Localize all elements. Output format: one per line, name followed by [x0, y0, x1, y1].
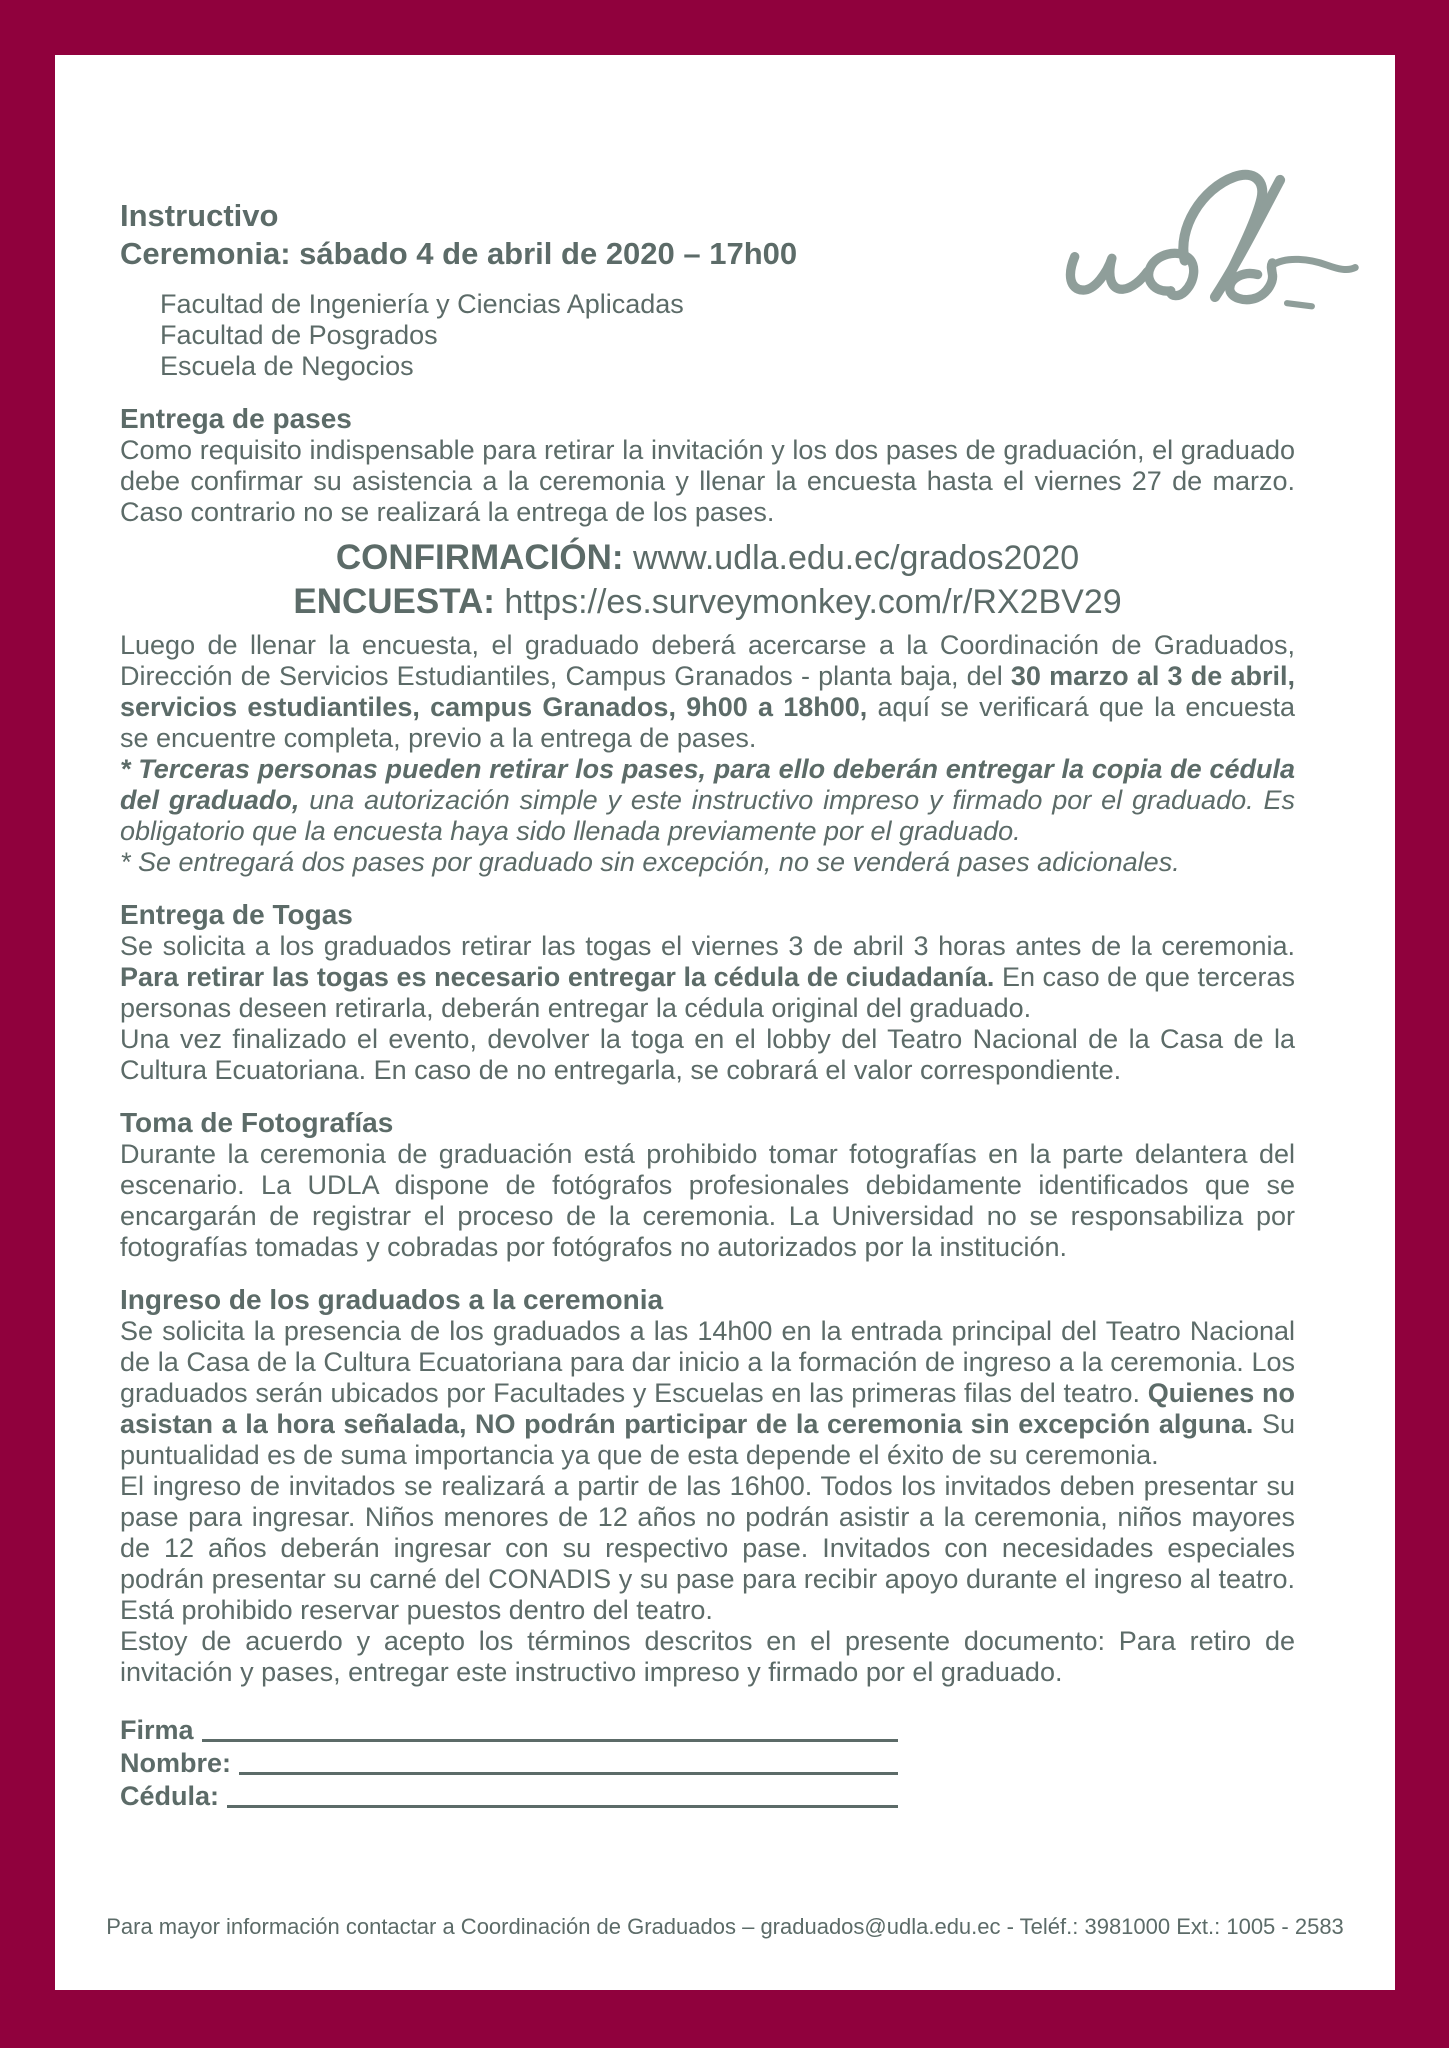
- survey-label: ENCUESTA:: [293, 582, 495, 621]
- acuerdo-paragraph: Estoy de acuerdo y acepto los términos descritos en el presente documento: Para retiro de invitación y pases, entregar este instructivo impreso y firmado por el graduado.: [120, 1626, 1295, 1687]
- togas-paragraph-1: [120, 931, 1295, 1024]
- section-heading-ingreso: Ingreso de los graduados a la ceremonia: [120, 1284, 664, 1315]
- document-sheet: [55, 55, 1395, 1990]
- faculty-item: Escuela de Negocios: [160, 351, 414, 381]
- togas-text: Se solicita a los graduados retirar las togas el viernes 3 de abril 3 horas antes de la ceremonia.: [120, 931, 1295, 961]
- subtitle-line: Ceremonia: sábado 4 de abril de 2020 – 17h00: [120, 236, 798, 271]
- pases-verification-text: Luego de llenar la encuesta, el graduado deberá acercarse a la Coordinación de Graduados, Dirección de Servicios Estudiantiles, Campus Granados - planta baja, del: [120, 630, 1295, 691]
- ingreso-paragraph-1: [120, 1316, 1295, 1471]
- cedula-row: [120, 1780, 898, 1813]
- ingreso-bold: Quienes no asistan a la hora señalada, NO podrán participar de la ceremonia sin excepción alguna.: [120, 1378, 1295, 1439]
- confirmation-links: [120, 536, 1295, 624]
- confirmation-label: CONFIRMACIÓN:: [335, 538, 624, 577]
- pases-intro-paragraph: Como requisito indispensable para retirar la invitación y los dos pases de graduación, el graduado debe confirmar su asistencia a la ceremonia y llenar la encuesta hasta el viernes 27 de marzo. Caso contrario no se realizará la entrega de los pases.: [120, 435, 1295, 527]
- faculty-item: Facultad de Posgrados: [160, 320, 438, 350]
- faculty-item: Facultad de Ingeniería y Ciencias Aplicadas: [160, 289, 684, 319]
- third-party-note: [120, 754, 1295, 847]
- faculties-list: [160, 289, 1295, 382]
- third-party-note-bold: * Terceras personas pueden retirar los pases, para ello deberán entregar la copia de cédula del graduado,: [120, 754, 1295, 815]
- firma-line: [202, 1738, 898, 1742]
- ingreso-tail: Su puntualidad es de suma importancia ya que de esta depende el éxito de su ceremonia.: [120, 1409, 1295, 1470]
- section-heading-fotografias: Toma de Fotografías: [120, 1107, 394, 1138]
- confirmation-url: www.udla.edu.ec/grados2020: [633, 539, 1080, 577]
- pases-verification-bold: 30 marzo al 3 de abril, servicios estudiantiles, campus Granados, 9h00 a 18h00,: [120, 661, 1295, 722]
- section-heading-togas: Entrega de Togas: [120, 899, 353, 930]
- fotografias-paragraph: Durante la ceremonia de graduación está prohibido tomar fotografías en la parte delantera del escenario. La UDLA dispone de fotógrafos profesionales debidamente identificados que se encargarán de registrar el proceso de la ceremonia. La Universidad no se responsabiliza por fotografías tomadas y cobradas por fotógrafos no autorizados por la institución.: [120, 1139, 1295, 1262]
- contact-footer: Para mayor información contactar a Coordinación de Graduados – graduados@udla.edu.ec - Teléf.: 3981000 Ext.: 1005 - 2583: [106, 1914, 1344, 1939]
- firma-label: Firma: [120, 1715, 194, 1745]
- confirmation-line: [120, 536, 1295, 580]
- document-content: [120, 197, 1295, 1813]
- cedula-line: [227, 1804, 898, 1808]
- survey-url: https://es.surveymonkey.com/r/RX2BV29: [504, 583, 1122, 621]
- third-party-note-rest: una autorización simple y este instructivo impreso y firmado por el graduado. Es obligatorio que la encuesta haya sido llenada previamente por el graduado.: [120, 785, 1295, 846]
- nombre-label: Nombre:: [120, 1748, 232, 1778]
- pases-verification-paragraph: [120, 630, 1295, 754]
- signature-block: [120, 1714, 1295, 1813]
- survey-line: [120, 580, 1295, 624]
- togas-bold: Para retirar las togas es necesario entregar la cédula de ciudadanía.: [120, 962, 995, 992]
- invitados-paragraph: El ingreso de invitados se realizará a partir de las 16h00. Todos los invitados deben presentar su pase para ingresar. Niños menores de 12 años no podrán asistir a la ceremonia, niños mayores de 12 años deberán ingresar con su respectivo pase. Invitados con necesidades especiales podrán presentar su carné del CONADIS y su pase para recibir apoyo durante el ingreso al teatro. Está prohibido reservar puestos dentro del teatro.: [120, 1471, 1295, 1625]
- cedula-label: Cédula:: [120, 1781, 220, 1811]
- pases-verification-tail: aquí se verificará que la encuesta se encuentre completa, previo a la entrega de pases.: [120, 692, 1295, 753]
- two-passes-note: * Se entregará dos pases por graduado sin excepción, no se venderá pases adicionales.: [120, 847, 1180, 877]
- title-line: Instructivo: [120, 198, 279, 233]
- togas-paragraph-2: Una vez finalizado el evento, devolver la toga en el lobby del Teatro Nacional de la Casa de la Cultura Ecuatoriana. En caso de no entregarla, se cobrará el valor correspondiente.: [120, 1024, 1295, 1085]
- page-title: [120, 197, 1295, 273]
- section-heading-pases: Entrega de pases: [120, 403, 352, 434]
- ingreso-text: Se solicita la presencia de los graduados a las 14h00 en la entrada principal del Teatro Nacional de la Casa de la Cultura Ecuatoriana para dar inicio a la formación de ingreso a la ceremonia. Los graduados serán ubicados por Facultades y Escuelas en las primeras filas del teatro.: [120, 1316, 1295, 1408]
- nombre-line: [239, 1771, 898, 1775]
- nombre-row: [120, 1747, 898, 1780]
- togas-tail: En caso de que terceras personas deseen retirarla, deberán entregar la cédula original del graduado.: [120, 962, 1295, 1023]
- firma-row: [120, 1714, 898, 1747]
